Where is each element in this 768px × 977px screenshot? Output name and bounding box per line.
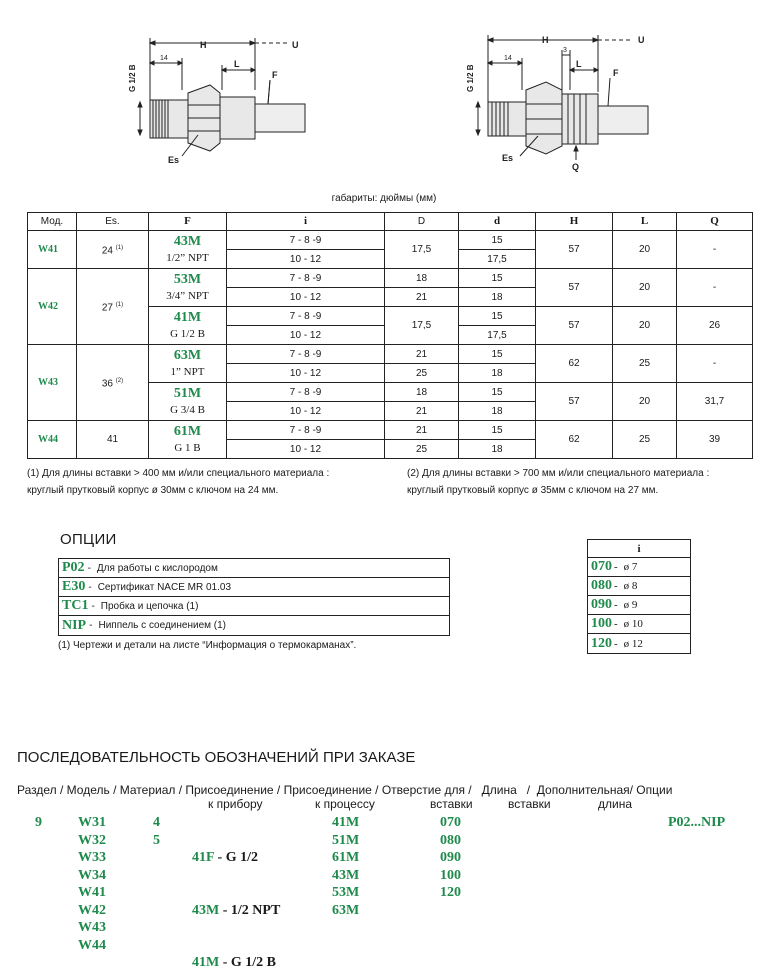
d-inner-cell: 15 bbox=[459, 383, 536, 402]
dimensions-caption: габариты: дюймы (мм) bbox=[331, 193, 437, 204]
order-model-value: W41 bbox=[78, 885, 106, 900]
order-model-value: W31 bbox=[78, 815, 106, 830]
header-i: i bbox=[227, 213, 385, 231]
model-cell: W41 bbox=[28, 231, 77, 269]
insert-row: 080 - ø 8 bbox=[588, 577, 690, 596]
d-inner-cell: 15 bbox=[459, 231, 536, 250]
option-row: TC1 - Пробка и цепочка (1) bbox=[59, 597, 449, 616]
dim-f-label-right: F bbox=[613, 68, 619, 78]
h-cell: 57 bbox=[536, 307, 613, 345]
order-process-value: 63M bbox=[332, 902, 360, 918]
f-cell: 51M G 3/4 B bbox=[149, 383, 227, 421]
dim-u-label: U bbox=[292, 40, 299, 50]
d-inner-cell: 15 bbox=[459, 345, 536, 364]
i-cell: 10 - 12 bbox=[227, 402, 385, 421]
d-inner-cell: 15 bbox=[459, 421, 536, 440]
order-process-value: 53M bbox=[332, 885, 360, 900]
l-cell: 20 bbox=[613, 231, 677, 269]
f-cell: 43M 1/2” NPT bbox=[149, 231, 227, 269]
option-row: E30 - Сертификат NACE MR 01.03 bbox=[59, 578, 449, 597]
order-header-extra: длина bbox=[598, 797, 633, 811]
insert-row: 070 - ø 7 bbox=[588, 558, 690, 577]
d-inner-cell: 17,5 bbox=[459, 326, 536, 345]
option-code: P02 bbox=[62, 560, 85, 575]
q-cell: - bbox=[677, 231, 753, 269]
d-outer-cell: 21 bbox=[385, 345, 459, 364]
order-model-value: W33 bbox=[78, 850, 106, 865]
order-process-column bbox=[332, 814, 359, 919]
i-cell: 10 - 12 bbox=[227, 250, 385, 269]
order-material-column bbox=[153, 814, 160, 849]
order-header-length: вставки bbox=[508, 797, 551, 811]
insert-diameter-table bbox=[587, 539, 691, 654]
thermowell-drawing-left bbox=[120, 30, 320, 180]
insert-row: 090 - ø 9 bbox=[588, 596, 690, 615]
dim-l-label-right: L bbox=[576, 59, 582, 69]
q-cell: - bbox=[677, 269, 753, 307]
order-header-insert: вставки bbox=[430, 797, 473, 811]
i-cell: 10 - 12 bbox=[227, 364, 385, 383]
header-h: H bbox=[536, 213, 613, 231]
thread-g-label: G 1/2 B bbox=[128, 64, 137, 92]
thermowell-drawing-right bbox=[458, 30, 668, 180]
i-cell: 7 - 8 -9 bbox=[227, 345, 385, 364]
i-cell: 10 - 12 bbox=[227, 288, 385, 307]
q-label-right: Q bbox=[572, 162, 580, 172]
i-cell: 10 - 12 bbox=[227, 440, 385, 459]
h-cell: 57 bbox=[536, 269, 613, 307]
dim-u-label-right: U bbox=[638, 35, 645, 45]
model-cell: W44 bbox=[28, 421, 77, 459]
options-footnote: (1) Чертежи и детали на листе “Информация о термокарманах”. bbox=[58, 640, 357, 651]
order-process-value: 61M bbox=[332, 850, 360, 865]
d-outer-cell: 18 bbox=[385, 269, 459, 288]
i-cell: 7 - 8 -9 bbox=[227, 421, 385, 440]
es-cell: 41 bbox=[77, 421, 149, 459]
insert-row: 100 - ø 10 bbox=[588, 615, 690, 634]
header-es: Es. bbox=[77, 213, 149, 231]
table-row bbox=[28, 231, 753, 250]
d-outer-cell: 17,5 bbox=[385, 307, 459, 345]
h-cell: 57 bbox=[536, 231, 613, 269]
header-mod: Мод. bbox=[28, 213, 77, 231]
l-cell: 20 bbox=[613, 269, 677, 307]
insert-row: 120 - ø 12 bbox=[591, 635, 643, 651]
q-cell: 26 bbox=[677, 307, 753, 345]
order-section-value: 9 bbox=[35, 815, 42, 830]
es-label-right: Es bbox=[502, 153, 514, 163]
order-insert-value: 080 bbox=[440, 832, 461, 848]
d-outer-cell: 25 bbox=[385, 364, 459, 383]
order-insert-value: 100 bbox=[440, 867, 461, 883]
order-section-column bbox=[35, 814, 42, 832]
dim-l-label: L bbox=[234, 59, 240, 69]
header-d-inner: d bbox=[459, 213, 536, 231]
d-inner-cell: 15 bbox=[459, 307, 536, 326]
order-model-value: W34 bbox=[78, 867, 106, 883]
option-code: E30 bbox=[62, 579, 86, 594]
order-instrument-value: 43M - 1/2 NPT bbox=[192, 902, 281, 918]
options-title: ОПЦИИ bbox=[60, 531, 117, 548]
i-cell: 7 - 8 -9 bbox=[227, 269, 385, 288]
f-cell: 63M 1” NPT bbox=[149, 345, 227, 383]
l-cell: 20 bbox=[613, 383, 677, 421]
order-model-value: W44 bbox=[78, 937, 106, 953]
header-d-outer: D bbox=[385, 213, 459, 231]
f-cell: 61M G 1 B bbox=[149, 421, 227, 459]
header-l: L bbox=[613, 213, 677, 231]
order-instrument-value: 41M - G 1/2 B bbox=[192, 955, 277, 970]
h-cell: 57 bbox=[536, 383, 613, 421]
footnote-2-line1: (2) Для длины вставки > 700 мм и/или специального материала : bbox=[407, 468, 710, 479]
order-material-value: 4 bbox=[153, 815, 160, 830]
es-cell: 27 $^{(1)}$ bbox=[77, 269, 149, 345]
order-model-value: W43 bbox=[78, 920, 106, 935]
model-cell: W42 bbox=[28, 269, 77, 345]
d-inner-cell: 18 bbox=[459, 402, 536, 421]
header-f: F bbox=[149, 213, 227, 231]
d-inner-cell: 15 bbox=[459, 269, 536, 288]
dimensions-table bbox=[27, 212, 753, 459]
order-process-value: 51M bbox=[332, 832, 360, 848]
d-outer-cell: 21 bbox=[385, 421, 459, 440]
d-inner-cell: 18 bbox=[459, 440, 536, 459]
es-label: Es bbox=[168, 155, 180, 165]
order-options-value: P02...NIP bbox=[668, 815, 726, 830]
d-outer-cell: 21 bbox=[385, 402, 459, 421]
order-header-line1: Раздел / Модель / Материал / Присоединение / Присоединение / Отверстие для / Длина / Дополнительная/ Опции bbox=[17, 783, 673, 797]
order-insert-column bbox=[440, 814, 461, 902]
q-cell: - bbox=[677, 345, 753, 383]
footnote-2 bbox=[407, 465, 767, 499]
options-list bbox=[58, 558, 450, 636]
order-header-instr: к прибору bbox=[208, 797, 263, 811]
i-cell: 7 - 8 -9 bbox=[227, 231, 385, 250]
h-cell: 62 bbox=[536, 345, 613, 383]
order-model-value: W42 bbox=[78, 902, 106, 918]
d-inner-cell: 18 bbox=[459, 364, 536, 383]
i-cell: 7 - 8 -9 bbox=[227, 307, 385, 326]
dim-f-label: F bbox=[272, 70, 278, 80]
option-code: TC1 bbox=[62, 598, 89, 613]
option-label: Пробка и цепочка (1) bbox=[100, 600, 199, 612]
footnote-2-line2: круглый прутковый корпус ø 35мм с ключом на 27 мм. bbox=[407, 485, 659, 496]
es-cell: 36 $^{(2)}$ bbox=[77, 345, 149, 421]
i-cell: 10 - 12 bbox=[227, 326, 385, 345]
order-model-value: W32 bbox=[78, 832, 106, 848]
order-sequence-title: ПОСЛЕДОВАТЕЛЬНОСТЬ ОБОЗНАЧЕНИЙ ПРИ ЗАКАЗЕ bbox=[17, 749, 416, 766]
d-outer-cell: 21 bbox=[385, 288, 459, 307]
f-cell: 41M G 1/2 B bbox=[149, 307, 227, 345]
footnote-1-line1: (1) Для длины вставки > 400 мм и/или специального материала : bbox=[27, 468, 330, 479]
dim-h-label-right: H bbox=[542, 35, 549, 45]
option-code: NIP bbox=[62, 617, 87, 633]
option-row: P02 - Для работы с кислородом bbox=[59, 559, 449, 578]
order-insert-value: 120 bbox=[440, 885, 461, 900]
order-instrument-value: 41F - G 1/2 bbox=[192, 850, 258, 865]
order-instrument-column bbox=[192, 814, 280, 977]
f-cell: 53M 3/4” NPT bbox=[149, 269, 227, 307]
option-label: Для работы с кислородом bbox=[96, 562, 218, 574]
l-cell: 25 bbox=[613, 421, 677, 459]
thread-g-label-right: G 1/2 B bbox=[466, 64, 475, 92]
order-process-value: 43M bbox=[332, 867, 360, 883]
es-cell: 24 $^{(1)}$ bbox=[77, 231, 149, 269]
l-cell: 25 bbox=[613, 345, 677, 383]
dim-14-label: 14 bbox=[160, 55, 168, 62]
d-outer-cell: 18 bbox=[385, 383, 459, 402]
order-material-value: 5 bbox=[153, 832, 160, 848]
dim-14-label-right: 14 bbox=[504, 55, 512, 62]
dim-h-label: H bbox=[200, 40, 207, 50]
order-header-process: к процессу bbox=[315, 797, 375, 811]
table-row bbox=[28, 345, 753, 364]
order-model-column bbox=[78, 814, 106, 954]
l-cell: 20 bbox=[613, 307, 677, 345]
table-row bbox=[28, 269, 753, 288]
option-row: NIP - Ниппель с соединением (1) bbox=[59, 616, 449, 635]
header-q: Q bbox=[677, 213, 753, 231]
order-insert-value: 070 bbox=[440, 815, 461, 830]
order-insert-value: 090 bbox=[440, 850, 461, 865]
model-cell: W43 bbox=[28, 345, 77, 421]
d-outer-cell: 17,5 bbox=[385, 231, 459, 269]
option-label: Сертификат NACE MR 01.03 bbox=[97, 581, 232, 593]
insert-header: i bbox=[588, 540, 690, 558]
order-options-column bbox=[668, 814, 725, 832]
h-cell: 62 bbox=[536, 421, 613, 459]
table-row bbox=[28, 421, 753, 440]
d-outer-cell: 25 bbox=[385, 440, 459, 459]
option-label: Ниппель с соединением (1) bbox=[98, 620, 227, 631]
table-header-row bbox=[28, 213, 753, 231]
d-inner-cell: 17,5 bbox=[459, 250, 536, 269]
footnote-1 bbox=[27, 465, 397, 499]
dim-3-label-right: 3 bbox=[563, 47, 567, 54]
q-cell: 31,7 bbox=[677, 383, 753, 421]
q-cell: 39 bbox=[677, 421, 753, 459]
d-inner-cell: 18 bbox=[459, 288, 536, 307]
order-process-value: 41M bbox=[332, 815, 360, 830]
i-cell: 7 - 8 -9 bbox=[227, 383, 385, 402]
footnote-1-line2: круглый прутковый корпус ø 30мм с ключом на 24 мм. bbox=[27, 485, 279, 496]
